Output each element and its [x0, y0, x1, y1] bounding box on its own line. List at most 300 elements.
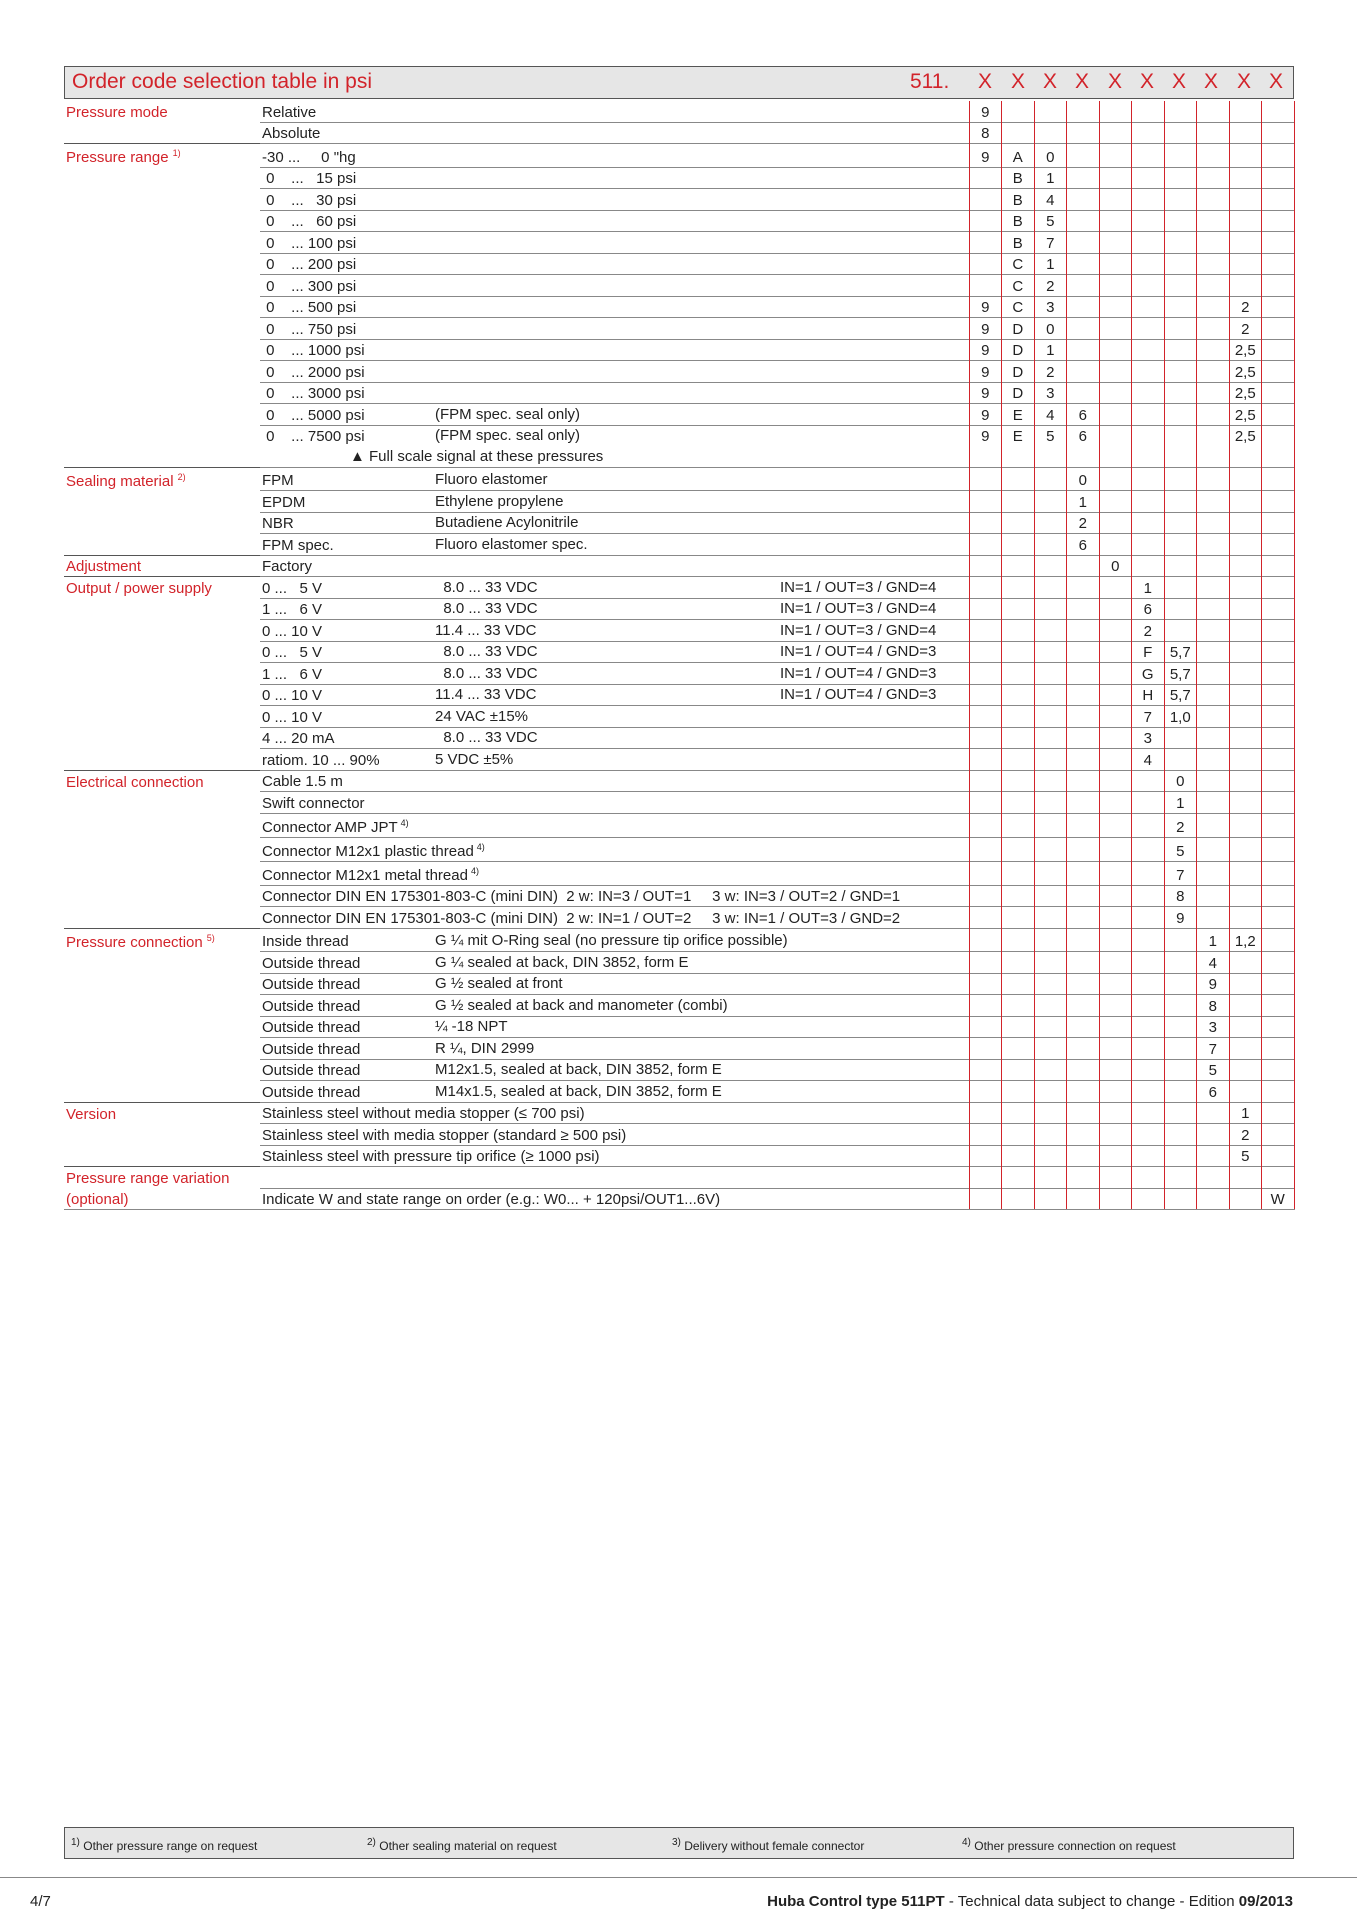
code-cell: [1164, 1167, 1197, 1189]
code-cell: [1099, 210, 1132, 232]
code-cell: [969, 1124, 1002, 1146]
code-cell: 0: [1034, 144, 1067, 168]
code-cell: [1262, 361, 1295, 383]
code-cell: [1067, 101, 1100, 122]
category-label: [64, 749, 260, 771]
code-cell: [1197, 425, 1230, 446]
code-cell: D: [1002, 382, 1035, 404]
code-cell: G: [1132, 663, 1165, 685]
code-cell: 3: [1197, 1016, 1230, 1038]
code-cell: [1067, 296, 1100, 318]
table-row: [64, 1081, 1294, 1103]
code-cell: [1002, 555, 1035, 577]
code-cell: [1132, 1188, 1165, 1210]
category-label: [64, 318, 260, 340]
table-row: [64, 1167, 1294, 1189]
option-description: 0 ... 7500 psi (FPM spec. seal only): [260, 425, 969, 446]
code-cell: [1197, 404, 1230, 426]
code-cell: [1099, 382, 1132, 404]
option-description: Outside thread G ¼ sealed at back, DIN 3852, form E: [260, 952, 969, 974]
code-cell: [969, 641, 1002, 663]
code-cell: [1002, 885, 1035, 907]
table-row: [64, 684, 1294, 706]
code-cell: [1164, 382, 1197, 404]
code-cell: [1262, 339, 1295, 361]
code-cell: 1,2: [1229, 928, 1262, 952]
code-cell: [1229, 770, 1262, 792]
code-cell: [1132, 1102, 1165, 1124]
code-cell: [1034, 706, 1067, 728]
table-row: [64, 1016, 1294, 1038]
code-cell: [1197, 620, 1230, 642]
table-title: Order code selection table in psi: [72, 70, 372, 93]
code-cell: [1034, 727, 1067, 749]
code-cell: [1164, 1081, 1197, 1103]
code-cell: [1132, 952, 1165, 974]
table-row: [64, 952, 1294, 974]
category-label: Version: [64, 1102, 260, 1124]
code-cell: [1067, 928, 1100, 952]
code-cell: [1067, 1102, 1100, 1124]
code-cell: W: [1262, 1188, 1295, 1210]
code-cell: [969, 555, 1002, 577]
code-cell: [1002, 577, 1035, 599]
code-cell: [1099, 189, 1132, 211]
code-cell: [1067, 706, 1100, 728]
code-cell: [969, 1038, 1002, 1060]
code-cell: [1099, 620, 1132, 642]
code-cell: [1229, 598, 1262, 620]
code-cell: 0: [1099, 555, 1132, 577]
code-cell: [1099, 404, 1132, 426]
table-row: [64, 275, 1294, 297]
code-cell: 2,5: [1229, 425, 1262, 446]
option-description: 0 ... 5000 psi (FPM spec. seal only): [260, 404, 969, 426]
code-cell: [1034, 620, 1067, 642]
code-cell: [1229, 792, 1262, 814]
code-cell: [1197, 491, 1230, 513]
category-label: Output / power supply: [64, 577, 260, 599]
code-cell: [1262, 1016, 1295, 1038]
code-cell: [1099, 534, 1132, 556]
table-row: [64, 792, 1294, 814]
code-cell: [1099, 1059, 1132, 1081]
code-cell: [1034, 1059, 1067, 1081]
code-cell: [1099, 318, 1132, 340]
code-cell: [1197, 1167, 1230, 1189]
code-cell: [1197, 792, 1230, 814]
table-row: [64, 620, 1294, 642]
code-cell: [1034, 1016, 1067, 1038]
code-cell: B: [1002, 210, 1035, 232]
code-cell: [1002, 1038, 1035, 1060]
code-cell: [1034, 1145, 1067, 1167]
code-cell: 9: [969, 382, 1002, 404]
code-cell: 8: [1197, 995, 1230, 1017]
code-cell: [1099, 1167, 1132, 1189]
code-cell: [1067, 1059, 1100, 1081]
code-cell: [1067, 275, 1100, 297]
category-label: [64, 620, 260, 642]
code-mark: X: [1172, 70, 1187, 93]
code-cell: [1002, 928, 1035, 952]
code-cell: [1099, 1145, 1132, 1167]
code-cell: [1067, 339, 1100, 361]
category-label: [64, 706, 260, 728]
category-label: Sealing material $^{2)}$: [64, 467, 260, 491]
code-cell: [1002, 512, 1035, 534]
option-description: Inside thread G ¼ mit O-Ring seal (no pressure tip orifice possible): [260, 928, 969, 952]
code-cell: [1229, 446, 1262, 467]
option-description: NBR Butadiene Acylonitrile: [260, 512, 969, 534]
code-cell: [969, 232, 1002, 254]
code-cell: [1197, 167, 1230, 189]
table-row: [64, 1188, 1294, 1210]
code-cell: [1262, 1038, 1295, 1060]
table-row: [64, 446, 1294, 467]
code-mark: X: [1140, 70, 1155, 93]
code-cell: [1099, 467, 1132, 491]
code-cell: [1262, 792, 1295, 814]
category-label: [64, 885, 260, 907]
code-cell: [1132, 1124, 1165, 1146]
code-cell: [1229, 491, 1262, 513]
code-cell: [1164, 1145, 1197, 1167]
code-cell: [1229, 885, 1262, 907]
code-cell: [1262, 167, 1295, 189]
table-row: [64, 973, 1294, 995]
code-cell: [1067, 382, 1100, 404]
code-cell: [1099, 684, 1132, 706]
code-cell: [1099, 792, 1132, 814]
code-cell: [1229, 467, 1262, 491]
code-cell: [1197, 1188, 1230, 1210]
code-cell: [1067, 210, 1100, 232]
code-cell: [1262, 534, 1295, 556]
code-cell: 9: [969, 425, 1002, 446]
code-cell: 1: [1132, 577, 1165, 599]
category-label: [64, 641, 260, 663]
code-cell: [1132, 1167, 1165, 1189]
code-cell: [1002, 101, 1035, 122]
code-cell: [1034, 1188, 1067, 1210]
code-cell: [1262, 861, 1295, 885]
code-cell: 1,0: [1164, 706, 1197, 728]
code-cell: [1132, 534, 1165, 556]
code-cell: [1099, 122, 1132, 144]
code-cell: D: [1002, 361, 1035, 383]
category-label: [64, 1081, 260, 1103]
code-cell: [1002, 467, 1035, 491]
code-cell: [1262, 275, 1295, 297]
code-cell: [1164, 598, 1197, 620]
code-cell: [1229, 555, 1262, 577]
code-cell: [1067, 837, 1100, 861]
code-cell: 1: [1197, 928, 1230, 952]
code-cell: [969, 861, 1002, 885]
code-cell: [969, 189, 1002, 211]
code-cell: [1132, 1145, 1165, 1167]
option-description: Connector DIN EN 175301-803-C (mini DIN) 2 w: IN=1 / OUT=2 3 w: IN=1 / OUT=3 / GND=2: [260, 907, 969, 929]
code-cell: [1002, 491, 1035, 513]
code-cell: [1262, 467, 1295, 491]
code-cell: [1002, 1081, 1035, 1103]
code-cell: [1132, 512, 1165, 534]
code-cell: [1262, 555, 1295, 577]
code-cell: 3: [1132, 727, 1165, 749]
code-cell: [1132, 555, 1165, 577]
code-cell: [1002, 770, 1035, 792]
code-cell: [1034, 770, 1067, 792]
code-cell: [1229, 189, 1262, 211]
code-cell: 9: [969, 318, 1002, 340]
code-cell: [1034, 1081, 1067, 1103]
code-cell: [1002, 792, 1035, 814]
code-cell: [1099, 837, 1132, 861]
category-label: [64, 232, 260, 254]
code-cell: [1034, 101, 1067, 122]
page-footer: Huba Control type 511PT - Technical data subject to change - Edition 09/2013: [767, 1893, 1293, 1910]
code-cell: [1262, 446, 1295, 467]
code-cell: [1002, 641, 1035, 663]
code-cell: [969, 885, 1002, 907]
code-cell: [1099, 973, 1132, 995]
code-cell: [1034, 577, 1067, 599]
code-cell: [969, 749, 1002, 771]
code-mark: X: [978, 70, 993, 93]
code-cell: [969, 952, 1002, 974]
code-cell: [1067, 995, 1100, 1017]
code-cell: 1: [1067, 491, 1100, 513]
code-cell: [1164, 144, 1197, 168]
category-label: [64, 598, 260, 620]
category-label: [64, 861, 260, 885]
code-cell: 5: [1034, 425, 1067, 446]
code-cell: [1164, 512, 1197, 534]
code-cell: [969, 577, 1002, 599]
option-description: 1 ... 6 V 8.0 ... 33 VDC IN=1 / OUT=3 / GND=4: [260, 598, 969, 620]
code-cell: [1197, 467, 1230, 491]
code-cell: [969, 928, 1002, 952]
code-cell: [1002, 122, 1035, 144]
code-cell: [1099, 101, 1132, 122]
code-cell: 1: [1034, 167, 1067, 189]
code-cell: [1067, 813, 1100, 837]
code-cell: [1034, 122, 1067, 144]
code-cell: [1262, 684, 1295, 706]
code-cell: [1067, 1124, 1100, 1146]
category-label: [64, 1124, 260, 1146]
code-cell: C: [1002, 253, 1035, 275]
code-cell: [1229, 620, 1262, 642]
category-label: [64, 1016, 260, 1038]
code-cell: [1229, 167, 1262, 189]
code-cell: [1164, 749, 1197, 771]
table-row: [64, 770, 1294, 792]
table-row: [64, 861, 1294, 885]
code-cell: [1262, 577, 1295, 599]
code-cell: [1197, 361, 1230, 383]
code-cell: [1164, 296, 1197, 318]
table-row: [64, 101, 1294, 122]
code-cell: [1197, 296, 1230, 318]
code-cell: [1067, 684, 1100, 706]
code-cell: [1262, 189, 1295, 211]
code-cell: [969, 973, 1002, 995]
option-description: Outside thread G ½ sealed at back and manometer (combi): [260, 995, 969, 1017]
code-cell: [1099, 1124, 1132, 1146]
code-cell: [1002, 1102, 1035, 1124]
code-mark: X: [1204, 70, 1219, 93]
code-cell: [1262, 512, 1295, 534]
code-cell: [1197, 770, 1230, 792]
category-label: [64, 973, 260, 995]
code-cell: 8: [969, 122, 1002, 144]
page-divider: [0, 1877, 1357, 1878]
code-cell: [1002, 907, 1035, 929]
code-cell: [1229, 663, 1262, 685]
option-description: EPDM Ethylene propylene: [260, 491, 969, 513]
code-cell: [969, 1167, 1002, 1189]
code-cell: [1002, 837, 1035, 861]
code-cell: [1034, 792, 1067, 814]
code-cell: [1132, 885, 1165, 907]
code-cell: 2: [1229, 1124, 1262, 1146]
code-cell: 0: [1034, 318, 1067, 340]
code-cell: [1197, 684, 1230, 706]
code-cell: [1229, 837, 1262, 861]
code-cell: [1132, 318, 1165, 340]
code-cell: [1197, 1102, 1230, 1124]
code-cell: [1262, 928, 1295, 952]
code-cell: [1262, 404, 1295, 426]
code-cell: 5,7: [1164, 684, 1197, 706]
code-cell: [1262, 620, 1295, 642]
code-cell: [1002, 598, 1035, 620]
code-cell: [1262, 232, 1295, 254]
option-description: Connector M12x1 plastic thread $^{4)}$: [260, 837, 969, 861]
code-cell: 2: [1034, 275, 1067, 297]
code-cell: [1262, 1059, 1295, 1081]
option-description: 0 ... 10 V 24 VAC ±15%: [260, 706, 969, 728]
code-cell: [1067, 620, 1100, 642]
code-cell: 9: [969, 296, 1002, 318]
code-cell: [1034, 641, 1067, 663]
code-cell: [1002, 663, 1035, 685]
code-cell: [1067, 446, 1100, 467]
code-cell: [1099, 598, 1132, 620]
code-cell: [1099, 885, 1132, 907]
option-description: 0 ... 3000 psi: [260, 382, 969, 404]
code-cell: 4: [1034, 404, 1067, 426]
code-cell: [1132, 446, 1165, 467]
code-cell: [1034, 446, 1067, 467]
table-row: [64, 491, 1294, 513]
code-cell: [1197, 101, 1230, 122]
code-mark: X: [1075, 70, 1090, 93]
code-cell: [1197, 907, 1230, 929]
code-cell: [1164, 555, 1197, 577]
code-cell: [1132, 425, 1165, 446]
option-description: 0 ... 300 psi: [260, 275, 969, 297]
code-cell: [1197, 885, 1230, 907]
table-row: [64, 361, 1294, 383]
code-cell: [1164, 1059, 1197, 1081]
option-description: Stainless steel with pressure tip orifice (≥ 1000 psi): [260, 1145, 969, 1167]
option-description: [260, 1167, 969, 1189]
table-row: [64, 122, 1294, 144]
code-cell: [1164, 973, 1197, 995]
code-cell: [969, 706, 1002, 728]
code-cell: [1034, 1102, 1067, 1124]
code-cell: [969, 467, 1002, 491]
code-cell: [969, 210, 1002, 232]
code-cell: [1002, 706, 1035, 728]
option-description: 0 ... 100 psi: [260, 232, 969, 254]
code-cell: [1197, 339, 1230, 361]
code-cell: [969, 534, 1002, 556]
code-cell: [1099, 641, 1132, 663]
code-cell: [1132, 491, 1165, 513]
code-cell: [1099, 907, 1132, 929]
code-cell: [1034, 467, 1067, 491]
category-label: Pressure mode: [66, 104, 168, 121]
code-cell: [1099, 577, 1132, 599]
code-cell: [969, 663, 1002, 685]
code-cell: [1262, 907, 1295, 929]
code-cell: 2: [1229, 318, 1262, 340]
code-cell: [1229, 727, 1262, 749]
table-row: [64, 404, 1294, 426]
code-mark: X: [1011, 70, 1026, 93]
code-cell: [1099, 813, 1132, 837]
code-cell: [1164, 1016, 1197, 1038]
code-cell: [1067, 1145, 1100, 1167]
category-label: (optional): [64, 1188, 260, 1210]
table-row: [64, 210, 1294, 232]
code-cell: 5,7: [1164, 641, 1197, 663]
page-number: 4/7: [30, 1893, 51, 1910]
code-cell: F: [1132, 641, 1165, 663]
category-label: [64, 1145, 260, 1167]
option-description: 0 ... 2000 psi: [260, 361, 969, 383]
table-row: [64, 663, 1294, 685]
code-cell: [1262, 1102, 1295, 1124]
code-cell: [1132, 1016, 1165, 1038]
code-cell: [1262, 1167, 1295, 1189]
code-cell: [969, 813, 1002, 837]
code-cell: 2,5: [1229, 382, 1262, 404]
code-cell: [1262, 101, 1295, 122]
code-cell: [1099, 167, 1132, 189]
code-cell: [1099, 995, 1132, 1017]
code-cell: [1197, 555, 1230, 577]
code-cell: [1132, 837, 1165, 861]
code-cell: [1197, 861, 1230, 885]
code-cell: 1: [1164, 792, 1197, 814]
option-description: Stainless steel with media stopper (standard ≥ 500 psi): [260, 1124, 969, 1146]
code-cell: [1262, 813, 1295, 837]
category-label: [64, 189, 260, 211]
code-cell: [1132, 275, 1165, 297]
code-cell: [1099, 361, 1132, 383]
code-cell: 4: [1197, 952, 1230, 974]
code-cell: [1262, 641, 1295, 663]
code-cell: 2,5: [1229, 339, 1262, 361]
code-cell: [1197, 534, 1230, 556]
code-cell: [1002, 952, 1035, 974]
code-cell: [1067, 1167, 1100, 1189]
